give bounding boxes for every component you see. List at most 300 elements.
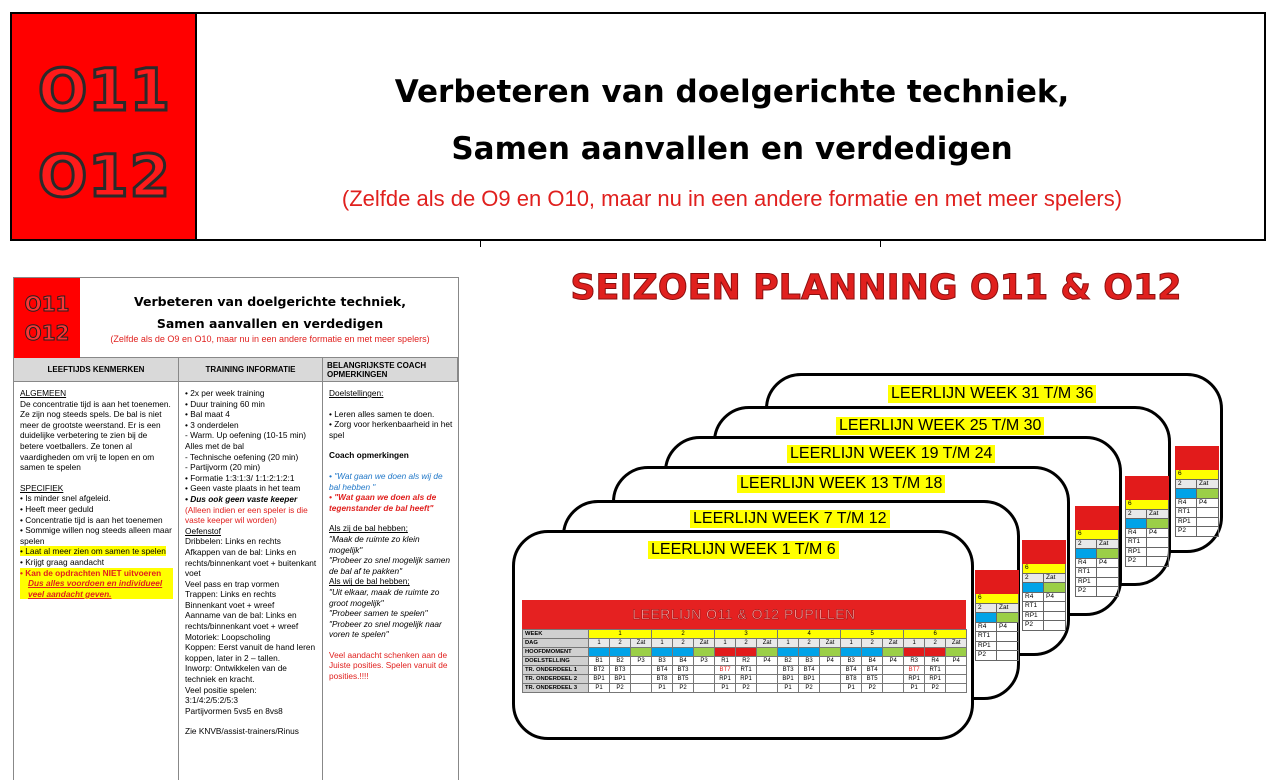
mini-cell	[997, 651, 1019, 661]
training-line: • 2x per week training	[185, 388, 265, 398]
mini-cell: RP1	[975, 642, 997, 652]
mini-week-row	[1075, 530, 1119, 540]
table-cell: 1	[841, 639, 862, 648]
table-cell: Zat	[946, 639, 967, 648]
table-cell	[694, 684, 715, 693]
table-cell	[925, 648, 946, 657]
mini-row	[975, 623, 1019, 633]
table-cell	[715, 648, 736, 657]
mini-row	[975, 642, 1019, 652]
card-label: LEERLIJN WEEK 1 T/M 6	[648, 541, 839, 559]
leerlijn-planning-table	[522, 600, 966, 693]
card-label: LEERLIJN WEEK 7 T/M 12	[690, 510, 890, 528]
specifiek-item: • Sommige willen nog steeds alleen maar spelen	[20, 525, 172, 546]
mini-row	[1125, 510, 1169, 520]
mini-cell: RP1	[1125, 548, 1147, 558]
mini-cell: RT1	[975, 632, 997, 642]
algemeen-text: De concentratie tijd is aan het toenemen. Ze zijn nog steeds spels. De bal is niet meer de grootste weerstand. Er is een duidelijke verbetering te zien bij de betere voetballers. Ze tonen al vaardigheden om vrij te lopen en om samen te spelen	[20, 398, 171, 473]
specifiek-item: • Heeft meer geduld	[20, 503, 94, 514]
mini-week-row	[975, 594, 1019, 604]
table-cell: RP1	[904, 675, 925, 684]
table-cell	[778, 648, 799, 657]
table-cell: BT4	[652, 666, 673, 675]
mini-row	[975, 632, 1019, 642]
table-cell	[883, 684, 904, 693]
mini-row	[1075, 559, 1119, 569]
table-cell: 2	[673, 639, 694, 648]
mini-cell: Zat	[1044, 574, 1066, 584]
oefenstof-line: Koppen: Eerst vanuit de hand leren koppen, later in 2 – tallen.	[185, 642, 316, 663]
mini-cell	[1097, 549, 1119, 559]
table-cell: P2	[673, 684, 694, 693]
mini-row	[1075, 549, 1119, 559]
column-header-training: TRAINING INFORMATIE	[179, 358, 323, 382]
oefenstof-line: Trappen: Links en rechts	[185, 589, 277, 600]
mini-cell: RT1	[1075, 568, 1097, 578]
table-cell: Zat	[883, 639, 904, 648]
table-cell: 2	[925, 639, 946, 648]
table-cell	[631, 675, 652, 684]
table-cell: BT4	[841, 666, 862, 675]
training-line: • Geen vaste plaats in het team	[185, 483, 301, 494]
doelstelling-item: • Zorg voor herkenbaarheid in het spel	[329, 419, 453, 440]
table-cell: R2	[736, 657, 757, 666]
week-number: 6	[904, 630, 967, 639]
table-cell: P1	[652, 684, 673, 693]
mini-red-band	[975, 570, 1019, 594]
table-cell	[694, 648, 715, 657]
table-cell: BT7	[715, 666, 736, 675]
card-label: LEERLIJN WEEK 19 T/M 24	[787, 445, 995, 463]
table-cell: Zat	[694, 639, 715, 648]
week-number: 1	[589, 630, 652, 639]
table-cell: P1	[715, 684, 736, 693]
row-label: DAG	[523, 639, 589, 648]
oefenstof-line: Binnenkant voet + wreef	[185, 599, 275, 610]
table-cell: B4	[673, 657, 694, 666]
mini-row	[1125, 519, 1169, 529]
mini-cell: RT1	[1125, 538, 1147, 548]
table-cell: 2	[862, 639, 883, 648]
table-cell	[652, 648, 673, 657]
mini-cell: 2	[975, 604, 997, 614]
table-cell: P3	[631, 657, 652, 666]
table-row	[523, 675, 967, 684]
table-cell: BT5	[673, 675, 694, 684]
mini-cell: P4	[1097, 559, 1119, 569]
row-label: HOOFDMOMENT	[523, 648, 589, 657]
mini-week-number: 6	[1022, 564, 1066, 574]
table-cell: BT4	[799, 666, 820, 675]
table-cell: P1	[904, 684, 925, 693]
keeper-line: • Dus ook geen vaste keeper	[185, 493, 298, 504]
table-cell: P2	[736, 684, 757, 693]
table-cell: RT1	[736, 666, 757, 675]
mini-row	[1075, 568, 1119, 578]
week-number: 4	[778, 630, 841, 639]
card-label: LEERLIJN WEEK 13 T/M 18	[737, 475, 945, 493]
mini-cell: R4	[975, 623, 997, 633]
mini-row	[1075, 578, 1119, 588]
table-cell: RP1	[715, 675, 736, 684]
table-cell: BT8	[841, 675, 862, 684]
mini-week-row	[1022, 564, 1066, 574]
section-heading-algemeen: ALGEMEEN	[20, 388, 67, 398]
red-warning-item: • Kan de opdrachten NIET uitvoeren	[20, 568, 173, 579]
week-number: 2	[652, 630, 715, 639]
mini-week-table	[1022, 540, 1066, 631]
table-cell: Zat	[757, 639, 778, 648]
mini-cell: R4	[1075, 559, 1097, 569]
mini-row	[975, 613, 1019, 623]
table-cell	[589, 648, 610, 657]
table-cell: BP1	[589, 675, 610, 684]
specifiek-item: • Concentratie tijd is aan het toenemen	[20, 514, 163, 525]
table-cell: P2	[799, 684, 820, 693]
table-cell: Zat	[820, 639, 841, 648]
row-label: TR. ONDERDEEL 1	[523, 666, 589, 675]
table-cell: B3	[652, 657, 673, 666]
card-label: LEERLIJN WEEK 31 T/M 36	[888, 385, 1096, 403]
oefenstof-heading: Oefenstof	[185, 525, 221, 536]
mini-week-table	[1075, 506, 1119, 597]
mini-cell	[1125, 519, 1147, 529]
attacking-line: "Probeer samen te spelen"	[329, 608, 428, 619]
mini-red-band	[1125, 476, 1169, 500]
training-line: - Technische oefening (20 min)	[185, 451, 299, 462]
mini-cell: P4	[1147, 529, 1169, 539]
mini-cell	[1097, 587, 1119, 597]
mini-row	[1022, 574, 1066, 584]
mini-row	[975, 651, 1019, 661]
table-cell: BT4	[862, 666, 883, 675]
mini-cell: RT1	[1175, 508, 1197, 518]
table-cell: BT3	[610, 666, 631, 675]
mini-row	[1125, 538, 1169, 548]
table-cell	[883, 648, 904, 657]
mini-cell: Zat	[1147, 510, 1169, 520]
mini-row	[1125, 529, 1169, 539]
hoofdmoment-row	[523, 648, 967, 657]
mini-row	[1125, 548, 1169, 558]
divider-tick	[880, 241, 881, 247]
mini-cell	[1147, 538, 1169, 548]
table-cell: P1	[589, 684, 610, 693]
training-line: - Partijvorm (20 min)	[185, 462, 261, 473]
defend-quote: • "Wat gaan we doen als de tegenstander de bal heeft"	[329, 492, 437, 513]
table-cell: 1	[904, 639, 925, 648]
mini-cell	[1022, 583, 1044, 593]
document-title-line-2: Samen aanvallen en verdedigen	[156, 316, 384, 331]
table-cell: B4	[862, 657, 883, 666]
mini-week-row	[1125, 500, 1169, 510]
mini-cell	[1197, 527, 1219, 537]
mini-cell	[1044, 583, 1066, 593]
section-heading-specifiek: SPECIFIEK	[20, 482, 64, 493]
table-cell: BT7	[904, 666, 925, 675]
mini-cell	[1197, 518, 1219, 528]
table-cell: BP1	[799, 675, 820, 684]
table-cell: P3	[694, 657, 715, 666]
table-row	[523, 684, 967, 693]
table-cell: Zat	[631, 639, 652, 648]
column-header-age: LEEFTIJDS KENMERKEN	[14, 358, 179, 382]
oefenstof-line: Aanname van de bal: Links en rechts/binnenkant voet + wreef	[185, 610, 299, 632]
table-cell: P4	[883, 657, 904, 666]
table-cell	[757, 684, 778, 693]
table-cell	[883, 675, 904, 684]
attacking-heading: Als wij de bal hebben;	[329, 576, 410, 587]
age-group-panel	[12, 14, 197, 239]
mini-cell: 2	[1125, 510, 1147, 520]
attacking-line: "Uit elkaar, maak de ruimte zo groot mogelijk"	[329, 586, 440, 608]
mini-cell: P4	[1197, 499, 1219, 509]
mini-red-band	[1075, 506, 1119, 530]
table-cell	[820, 675, 841, 684]
mini-cell	[1197, 508, 1219, 518]
header-banner	[10, 12, 1266, 241]
mini-cell	[1147, 519, 1169, 529]
table-cell	[757, 648, 778, 657]
table-cell	[904, 648, 925, 657]
mini-week-table	[1175, 446, 1219, 537]
mini-cell: 2	[1075, 540, 1097, 550]
mini-cell: RP1	[1075, 578, 1097, 588]
oefenstof-line: 3:1/4:2/5:2/5:3	[185, 695, 239, 706]
mini-row	[1075, 540, 1119, 550]
mini-row	[1022, 583, 1066, 593]
column-header-coach: BELANGRIJKSTE COACH OPMERKINGEN	[323, 358, 458, 382]
oefenstof-line: Veel pass en trap vormen	[185, 578, 280, 589]
mini-cell: R4	[1022, 593, 1044, 603]
mini-row	[1175, 489, 1219, 499]
mini-cell: P2	[1075, 587, 1097, 597]
mini-row	[1075, 587, 1119, 597]
mini-week-row	[1175, 470, 1219, 480]
age-code-o11: O11	[37, 56, 172, 124]
table-cell: P4	[757, 657, 778, 666]
document-header	[14, 278, 458, 358]
specifiek-item: • Is minder snel afgeleid.	[20, 493, 111, 504]
table-cell: 1	[589, 639, 610, 648]
table-cell	[820, 684, 841, 693]
table-cell: BP1	[610, 675, 631, 684]
mini-week-number: 6	[1075, 530, 1119, 540]
mini-row	[1022, 593, 1066, 603]
table-cell: RT1	[925, 666, 946, 675]
oefenstof-line: Veel positie spelen:	[185, 684, 257, 695]
mini-cell	[1044, 602, 1066, 612]
mini-row	[1022, 602, 1066, 612]
mini-week-table	[975, 570, 1019, 661]
row-label: TR. ONDERDEEL 3	[523, 684, 589, 693]
card-label: LEERLIJN WEEK 25 T/M 30	[836, 417, 1044, 435]
table-row	[523, 657, 967, 666]
table-cell: P4	[946, 657, 967, 666]
season-planning-title: SEIZOEN PLANNING O11 & O12	[570, 268, 1182, 308]
table-cell: P2	[925, 684, 946, 693]
table-cell: P2	[862, 684, 883, 693]
mini-cell: Zat	[1097, 540, 1119, 550]
mini-cell	[975, 613, 997, 623]
table-cell	[946, 648, 967, 657]
table-cell: 2	[736, 639, 757, 648]
mini-cell: P2	[975, 651, 997, 661]
mini-cell	[1197, 489, 1219, 499]
table-cell: B3	[841, 657, 862, 666]
week-row	[523, 630, 967, 639]
table-cell	[862, 648, 883, 657]
document-age-panel	[14, 278, 80, 358]
mini-cell	[1097, 578, 1119, 588]
planning-grid	[522, 629, 967, 693]
document-code-o12: O12	[24, 321, 70, 345]
table-cell	[631, 648, 652, 657]
row-label: DOELSTELLING	[523, 657, 589, 666]
document-code-o11: O11	[24, 292, 70, 316]
day-row	[523, 639, 967, 648]
row-label: WEEK	[523, 630, 589, 639]
table-cell: B3	[799, 657, 820, 666]
mini-row	[1175, 508, 1219, 518]
mini-row	[1175, 499, 1219, 509]
table-cell	[841, 648, 862, 657]
doelstelling-item: • Leren alles samen te doen.	[329, 408, 435, 419]
mini-cell: RP1	[1175, 518, 1197, 528]
mini-row	[1022, 612, 1066, 622]
table-cell: R4	[925, 657, 946, 666]
mini-cell: P2	[1175, 527, 1197, 537]
mini-cell: P2	[1022, 621, 1044, 631]
table-cell	[946, 675, 967, 684]
table-cell: 2	[799, 639, 820, 648]
table-cell: P1	[778, 684, 799, 693]
table-cell: P4	[820, 657, 841, 666]
mini-week-number: 6	[1125, 500, 1169, 510]
mini-cell	[1044, 621, 1066, 631]
table-cell: R1	[715, 657, 736, 666]
mini-cell	[1075, 549, 1097, 559]
mini-row	[1175, 518, 1219, 528]
table-cell	[820, 666, 841, 675]
mini-week-number: 6	[975, 594, 1019, 604]
table-cell	[736, 648, 757, 657]
table-cell	[673, 648, 694, 657]
banner-subtitle: (Zelfde als de O9 en O10, maar nu in een andere formatie en met meer spelers)	[341, 186, 1123, 211]
table-cell	[631, 684, 652, 693]
mini-week-table	[1125, 476, 1169, 567]
training-document	[13, 277, 459, 780]
document-title-line-1: Verbeteren van doelgerichte techniek,	[133, 294, 406, 309]
mini-cell	[1147, 557, 1169, 567]
table-cell: 1	[715, 639, 736, 648]
table-cell: RP1	[925, 675, 946, 684]
divider-tick	[480, 241, 481, 247]
mini-cell	[1097, 568, 1119, 578]
column-age-characteristics	[14, 382, 179, 780]
table-cell: R3	[904, 657, 925, 666]
training-line: • 3 onderdelen	[185, 419, 239, 430]
week-number: 5	[841, 630, 904, 639]
oefenstof-line: Afkappen van de bal: Links en rechts/binnenkant voet + buitenkant voet	[185, 546, 317, 579]
specifiek-item: • Krijgt graag aandacht	[20, 556, 105, 567]
week-number: 3	[715, 630, 778, 639]
banner-title-line-1: Verbeteren van doelgerichte techniek,	[394, 74, 1070, 110]
table-cell	[757, 666, 778, 675]
oefenstof-line: Dribbelen: Links en rechts	[185, 536, 281, 547]
mini-cell: 2	[1022, 574, 1044, 584]
row-label: TR. ONDERDEEL 2	[523, 675, 589, 684]
table-cell: BT5	[862, 675, 883, 684]
table-cell: BT3	[673, 666, 694, 675]
mini-cell: R4	[1125, 529, 1147, 539]
table-row	[523, 666, 967, 675]
defending-heading: Als zij de bal hebben;	[329, 523, 408, 534]
mini-red-band	[1022, 540, 1066, 564]
attack-quote: • "Wat gaan we doen als wij de bal hebben "	[329, 470, 443, 492]
training-line: • Bal maat 4	[185, 409, 230, 420]
keeper-note: (Alleen indien er een speler is die vaste keeper wil worden)	[185, 504, 308, 526]
doelstellingen-heading: Doelstellingen:	[329, 388, 384, 398]
mini-cell	[997, 642, 1019, 652]
table-cell: BT2	[589, 666, 610, 675]
table-cell	[610, 648, 631, 657]
table-cell	[631, 666, 652, 675]
table-cell: B2	[778, 657, 799, 666]
highlighted-item: • Laat al meer zien om samen te spelen	[20, 546, 166, 557]
table-cell: B2	[610, 657, 631, 666]
mini-row	[975, 604, 1019, 614]
mini-red-band	[1175, 446, 1219, 470]
training-line: • Formatie 1:3:1:3/ 1:1:2:1:2:1	[185, 472, 295, 483]
column-coach-remarks	[323, 382, 458, 780]
mini-cell: 2	[1175, 480, 1197, 490]
table-cell	[883, 666, 904, 675]
mini-cell: R4	[1175, 499, 1197, 509]
mini-cell	[1147, 548, 1169, 558]
table-cell: RP1	[736, 675, 757, 684]
table-cell	[820, 648, 841, 657]
mini-cell	[997, 632, 1019, 642]
mini-cell: Zat	[1197, 480, 1219, 490]
positions-note: Veel aandacht schenken aan de Juiste posities. Spelen vanuit de posities.!!!!	[329, 649, 448, 682]
attacking-line: "Probeer zo snel mogelijk naar voren te spelen"	[329, 618, 442, 640]
table-cell: 1	[652, 639, 673, 648]
table-cell	[946, 666, 967, 675]
oefenstof-line: Inworp: Ontwikkelen van de techniek en kracht.	[185, 663, 287, 685]
table-cell	[946, 684, 967, 693]
table-cell: B1	[589, 657, 610, 666]
training-line: • Duur training 60 min	[185, 398, 265, 409]
mini-row	[1175, 480, 1219, 490]
defending-line: "Maak de ruimte zo klein mogelijk"	[329, 533, 420, 555]
mini-row	[1125, 557, 1169, 567]
mini-cell	[1044, 612, 1066, 622]
banner-title-line-2: Samen aanvallen en verdedigen	[451, 131, 1013, 167]
oefenstof-line: Motoriek: Loopscholing	[185, 631, 271, 642]
table-cell: 1	[778, 639, 799, 648]
mini-cell	[997, 613, 1019, 623]
training-line: - Warm. Up oefening (10-15 min) Alles met de bal	[185, 430, 306, 451]
table-cell: BP1	[778, 675, 799, 684]
mini-cell: RT1	[1022, 602, 1044, 612]
mini-week-number: 6	[1175, 470, 1219, 480]
table-cell: 2	[610, 639, 631, 648]
planning-table-title: LEERLIJN O11 & O12 PUPILLEN	[522, 600, 966, 629]
mini-cell: RP1	[1022, 612, 1044, 622]
red-warning-followup: Dus alles voordoen en individueel veel aandacht geven.	[20, 578, 173, 599]
table-cell	[757, 675, 778, 684]
